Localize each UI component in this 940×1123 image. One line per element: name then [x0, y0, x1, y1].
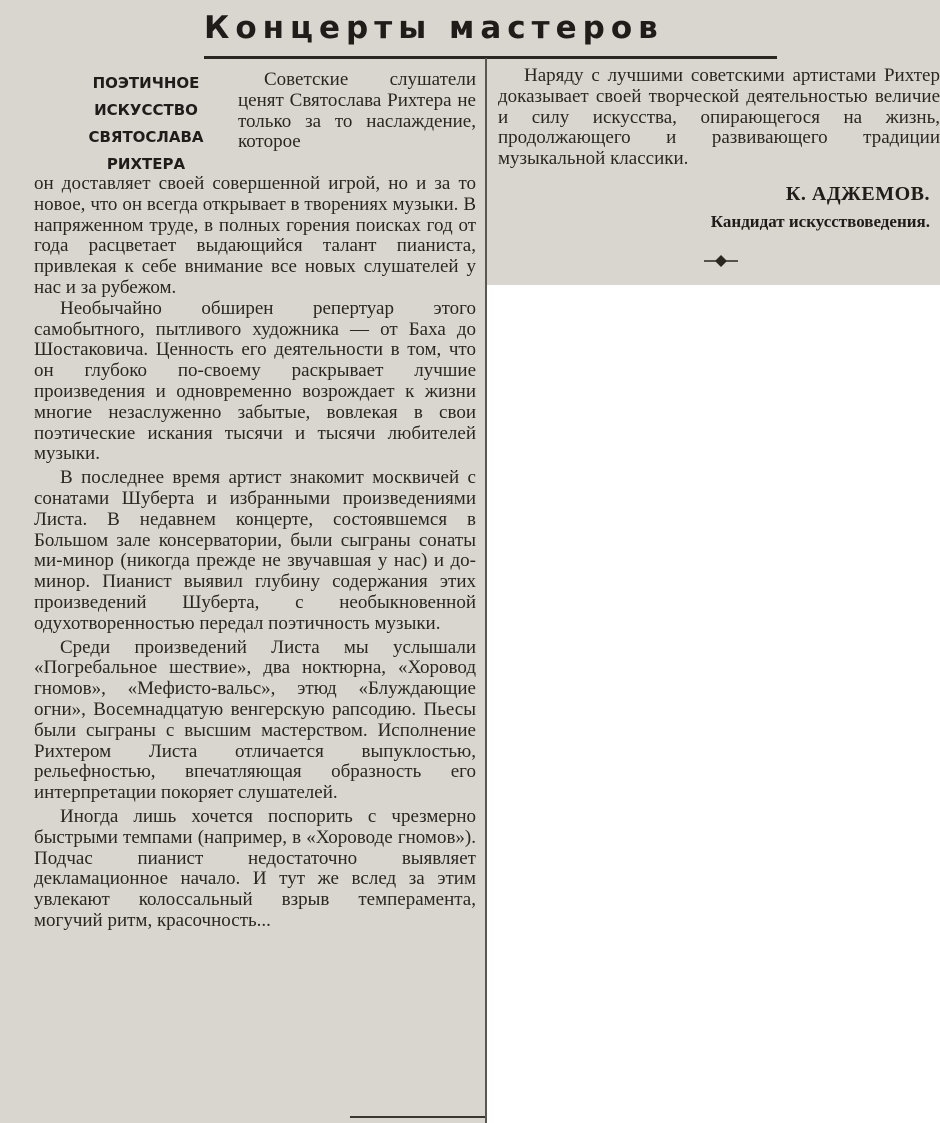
rubric-line: РИХТЕРА: [106, 155, 186, 173]
closing-paragraph: Наряду с лучшими советскими артистами Рихтер доказывает своей творческой деятельностью величие и силу искусства, опирающегося на жизнь, продолжающего и развивающего традиции музыкальной классики.: [498, 65, 940, 170]
paragraph: Среди произведений Листа мы услышали «Погребальное шествие», два ноктюрна, «Хоровод гномов», «Мефисто-вальс», этюд «Блуждающие огни», Восемнадцатую венгерскую рапсодию. Пьесы были сыграны с высшим мастерством. Исполнение Рихтером Листа отличается выпуклостью, рельефностью, впечатляющая образность его интерпретации покоряет слушателей.: [34, 636, 476, 804]
right-column-text: [498, 66, 940, 170]
end-rule: [350, 1116, 485, 1118]
author-signature: К. АДЖЕМОВ.: [785, 183, 930, 205]
paragraph: Иногда лишь хочется поспорить с чрезмерно быстрыми темпами (например, в «Хороводе гномов»). Подчас пианист недостаточно выявляет декламационное начало. И тут же вслед за этим увлекают колоссальный взрыв темперамента, могучий ритм, красочность...: [34, 805, 476, 931]
column-divider: [485, 58, 487, 1123]
paragraph-continuation: он доставляет своей совершенной игрой, но и за то новое, что он всегда открывает в творениях музыки. В напряженном труде, в полных горения поисках год от года расцветает выдающийся талант пианиста, привлекая к себе внимание все новых слушателей у нас и за рубежом.: [34, 173, 476, 298]
headline-underline: [204, 56, 777, 59]
paragraph: В последнее время артист знакомит москвичей с сонатами Шуберта и избранными произведениями Листа. В недавнем концерте, состоявшемся в Большом зале консерватории, были сыграны сонаты ми-минор (никогда прежде не звучавшая у нас) и до-минор. Пианист выявил глубину содержания этих произведений Шуберта, с необыкновенной одухотворенностью передал поэтичность музыки.: [34, 467, 476, 634]
author-credential: Кандидат искусствоведения.: [710, 212, 930, 231]
rubric-line: ИСКУССТВО: [94, 101, 198, 119]
rubric-line: ПОЭТИЧНОЕ: [92, 74, 200, 92]
article-rubric: [66, 70, 226, 178]
article-body: [34, 174, 476, 932]
headline: Концерты мастеров: [204, 10, 664, 46]
lead-paragraph: Советские слушатели ценят Святослава Рихтера не только за то наслаждение, которое: [238, 69, 476, 153]
rubric-line: СВЯТОСЛАВА: [88, 128, 204, 146]
end-ornament-icon: [704, 255, 738, 267]
paragraph: Необычайно обширен репертуар этого самобытного, пытливого художника — от Баха до Шостаковича. Ценность его деятельности в том, что он глубоко по-своему раскрывает лучшие произведения и одновременно возрождает к жизни многие незаслуженно забытые, вовлекая в свои поэтические искания тысячи и тысячи любителей музыки.: [34, 297, 476, 465]
lead-text-block: [238, 70, 476, 153]
